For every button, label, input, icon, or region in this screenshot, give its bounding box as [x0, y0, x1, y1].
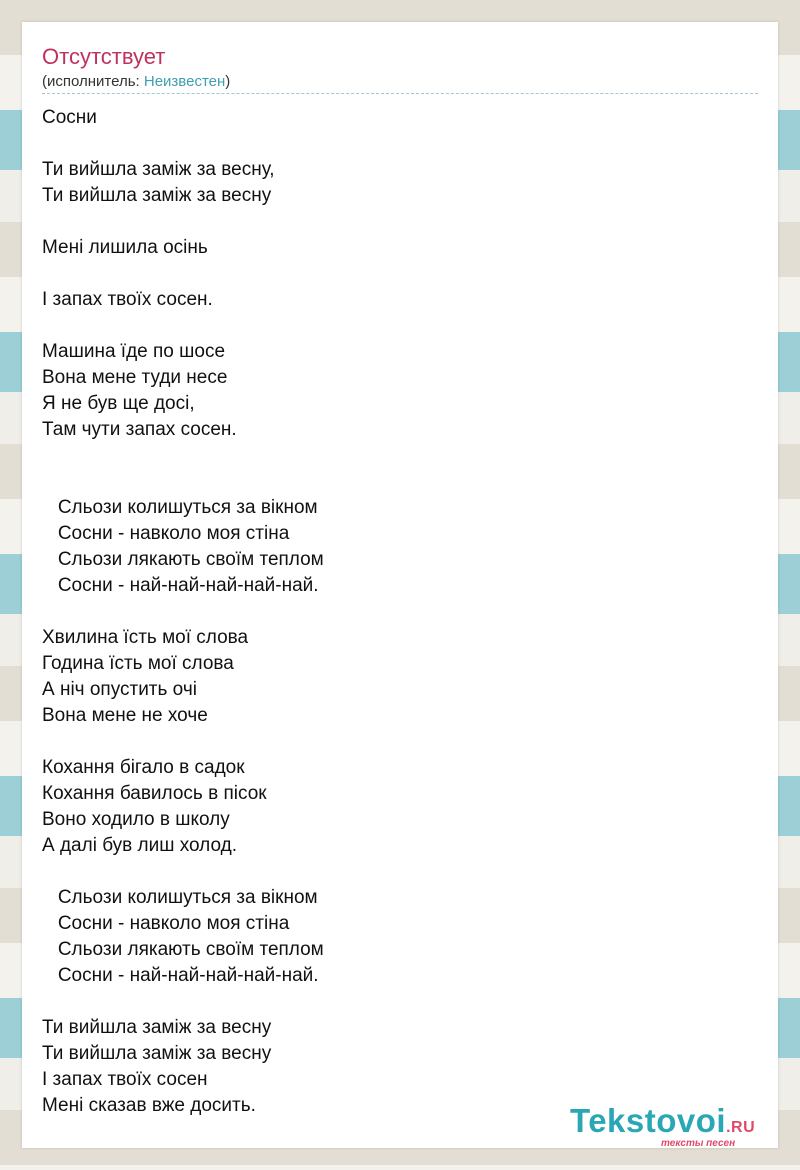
lyric-line: [42, 131, 742, 157]
lyric-line: Сосни - най-най-най-най-най.: [42, 575, 319, 596]
logo-domain: .RU: [726, 1119, 756, 1136]
lyric-line: Машина їде по шосе: [42, 341, 226, 362]
lyric-line: Воно ходило в школу: [42, 809, 230, 830]
lyric-line: [42, 209, 742, 235]
lyrics-card: [22, 22, 778, 1148]
lyrics-text: [42, 105, 742, 1119]
artist-link[interactable]: Неизвестен: [143, 73, 226, 90]
logo-text: Tekstovoi: [570, 1102, 727, 1139]
lyric-line: [42, 313, 742, 339]
lyric-line: Ти вийшла заміж за весну: [42, 185, 272, 206]
lyric-line: І запах твоїх сосен: [42, 1069, 208, 1090]
lyric-line: [42, 729, 742, 755]
song-title: Отсутствует: [42, 44, 166, 69]
divider: [42, 93, 758, 94]
lyric-line: [42, 859, 742, 885]
lyric-line: Мені сказав вже досить.: [42, 1095, 256, 1116]
lyric-line: [42, 261, 742, 287]
lyric-line: Сльози лякають своїм теплом: [42, 939, 324, 960]
lyric-line: Хвилина їсть мої слова: [42, 627, 249, 648]
lyric-line: Кохання бігало в садок: [42, 757, 245, 778]
site-logo[interactable]: [570, 1102, 780, 1149]
lyric-line: Ти вийшла заміж за весну: [42, 1043, 272, 1064]
artist-line: [42, 73, 230, 90]
artist-suffix: ): [225, 73, 231, 90]
lyric-line: Я не був ще досі,: [42, 393, 195, 414]
lyric-line: Мені лишила осінь: [42, 237, 208, 258]
lyric-line: Сосни: [42, 107, 97, 128]
lyric-line: [42, 469, 742, 495]
lyric-line: Сосни - навколо моя стіна: [42, 913, 290, 934]
lyric-line: Сосни - най-най-най-най-най.: [42, 965, 319, 986]
lyric-line: А далі був лиш холод.: [42, 835, 238, 856]
artist-prefix: (исполнитель:: [42, 73, 144, 90]
lyric-line: Сосни - навколо моя стіна: [42, 523, 290, 544]
lyric-line: Сльози лякають своїм теплом: [42, 549, 324, 570]
lyric-line: Там чути запах сосен.: [42, 419, 237, 440]
lyric-line: Кохання бавилось в пісок: [42, 783, 267, 804]
lyric-line: Ти вийшла заміж за весну: [42, 1017, 272, 1038]
lyric-line: Вона мене не хоче: [42, 705, 208, 726]
lyric-line: [42, 989, 742, 1015]
lyric-line: Година їсть мої слова: [42, 653, 234, 674]
lyric-line: Ти вийшла заміж за весну,: [42, 159, 275, 180]
lyric-line: І запах твоїх сосен.: [42, 289, 213, 310]
lyric-line: Сльози колишуться за вікном: [42, 497, 318, 518]
lyric-line: Вона мене туди несе: [42, 367, 228, 388]
logo-tagline: тексты песен: [661, 1138, 736, 1149]
lyric-line: [42, 443, 742, 469]
lyric-line: А ніч опустить очі: [42, 679, 197, 700]
lyric-line: [42, 599, 742, 625]
lyric-line: Сльози колишуться за вікном: [42, 887, 318, 908]
